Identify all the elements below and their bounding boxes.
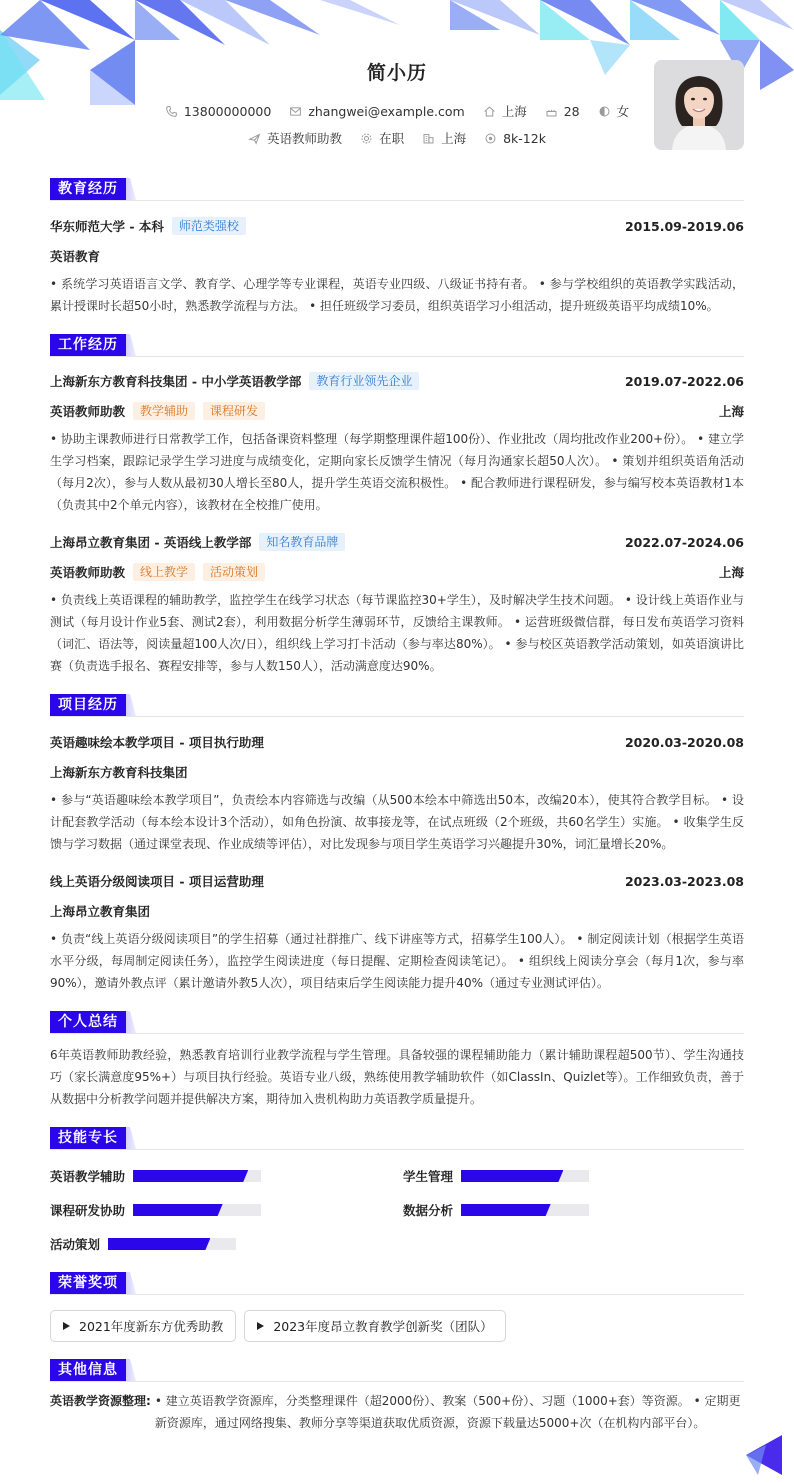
work-city: 上海: [718, 565, 744, 580]
building-icon: [422, 132, 435, 145]
skill-tag: 线上教学: [133, 563, 195, 581]
section-header: [50, 178, 744, 200]
section-title: 个人总结: [50, 1011, 126, 1033]
awards-list: [50, 1310, 744, 1342]
section-title: 教育经历: [50, 178, 126, 200]
target-city-text: 上海: [441, 131, 467, 146]
gender-icon: [598, 105, 611, 118]
school-name: 华东师范大学 - 本科: [50, 219, 164, 234]
education-desc: • 系统学习英语语言文学、教育学、心理学等专业课程，英语专业四级、八级证书持有者。 • 参与学校组织的英语教学实践活动，累计授课时长超50小时，熟悉教学流程与方法。 • 担任班级学习委员，组织英语学习小组活动，提升班级英语平均成绩10%。: [50, 277, 744, 313]
status-text: 在职: [379, 131, 405, 146]
skill-bar-fill: [133, 1170, 248, 1182]
section-header: [50, 1359, 744, 1381]
section-title-tail: [126, 1359, 136, 1381]
section-divider: [50, 716, 744, 717]
age-icon: [545, 105, 558, 118]
target-city-item: [422, 129, 466, 147]
work-position-row: [50, 402, 744, 420]
work-entry-header: [50, 372, 744, 390]
skill-bar-fill: [461, 1170, 563, 1182]
skill-bar: [133, 1204, 261, 1216]
location-text: 上海: [501, 104, 527, 119]
phone-icon: [165, 105, 178, 118]
award-name: 2021年度新东方优秀助教: [79, 1319, 224, 1334]
target-job-text: 英语教师助教: [267, 131, 343, 146]
skill-item: [403, 1200, 744, 1220]
section-title: 其他信息: [50, 1359, 126, 1381]
skill-bar-fill: [461, 1204, 551, 1216]
education-date: 2015.09-2019.06: [624, 218, 744, 234]
skill-bar: [108, 1238, 236, 1250]
triangle-icon: [257, 1322, 264, 1330]
honors-section: [50, 1272, 744, 1342]
skill-item: [50, 1166, 403, 1186]
phone-item: [165, 104, 271, 119]
skill-bar: [461, 1204, 589, 1216]
section-header: [50, 334, 744, 356]
section-divider: [50, 1149, 744, 1150]
triangle-icon: [63, 1322, 70, 1330]
skill-item: [50, 1234, 403, 1254]
profile-photo: [654, 60, 744, 150]
company-name: 上海新东方教育科技集团 - 中小学英语教学部: [50, 374, 302, 389]
resume-header: [0, 0, 794, 170]
skill-name: 数据分析: [403, 1203, 454, 1218]
section-header: [50, 1127, 744, 1149]
skill-item: [50, 1200, 403, 1220]
section-title-tail: [126, 1272, 136, 1294]
work-desc: • 负责线上英语课程的辅助教学，监控学生在线学习状态（每节课监控30+学生），及时解决学生技术问题。 • 设计线上英语作业与测试（每月设计作业5套、测试2套），利用数据分析学生薄弱环节，反馈给主课教师。 • 运营班级微信群，每日发布英语学习资料（词汇、语法等，阅读量超100人次/日），组织线上学习打卡活动（参与率达80%）。 • 参与校区英语教学活动策划，如英语演讲比赛（负责选手报名、赛程安排等，参与人数150人），活动满意度达90%。: [50, 593, 744, 673]
award-item: [244, 1310, 505, 1342]
section-header: [50, 1011, 744, 1033]
summary-section: [50, 1011, 744, 1110]
position-name: 英语教师助教: [50, 565, 126, 580]
skills-section: [50, 1127, 744, 1254]
project-entry-header: [50, 872, 744, 890]
work-city: 上海: [718, 404, 744, 419]
section-header: [50, 1272, 744, 1294]
gear-icon: [360, 132, 373, 145]
skill-bar-fill: [133, 1204, 223, 1216]
other-item: [50, 1390, 744, 1434]
section-title-tail: [126, 178, 136, 200]
project-desc: • 负责“线上英语分级阅读项目”的学生招募（通过社群推广、线下讲座等方式，招募学生100人）。 • 制定阅读计划（根据学生英语水平分级，每周制定阅读任务），监控学生阅读进度（每日提醒、定期检查阅读笔记）。 • 组织线上阅读分享会（每月1次，参与率90%），邀请外教点评（累计邀请外教5人次），项目结束后学生阅读能力提升40%（通过专业测试评估）。: [50, 932, 744, 990]
skill-bar-fill: [108, 1238, 210, 1250]
project-date: 2023.03-2023.08: [624, 873, 744, 889]
skills-grid: [50, 1166, 744, 1254]
section-title-tail: [126, 334, 136, 356]
section-title-tail: [126, 694, 136, 716]
status-item: [360, 129, 404, 147]
summary-text: 6年英语教师助教经验，熟悉教育培训行业教学流程与学生管理。具备较强的课程辅助能力（累计辅助课程超500节）、学生沟通技巧（家长满意度95%+）与项目执行经验。英语专业八级，熟练使用教学辅助软件（如ClassIn、Quizlet等）。工作细致负责，善于从数据中分析教学问题并提供解决方案，期待加入贵机构助力英语教学质量提升。: [50, 1048, 744, 1106]
phone-number: 13800000000: [183, 103, 272, 119]
project-entry-header: [50, 733, 744, 751]
skill-name: 英语教学辅助: [50, 1169, 126, 1184]
salary-item: [484, 131, 546, 146]
corner-decoration: [746, 1435, 782, 1475]
award-item: [50, 1310, 236, 1342]
education-section: [50, 178, 744, 317]
work-date: 2019.07-2022.06: [624, 373, 744, 389]
skill-item: [403, 1166, 744, 1186]
project-name: 线上英语分级阅读项目 - 项目运营助理: [50, 874, 264, 889]
education-entry: [50, 217, 744, 235]
work-position-row: [50, 563, 744, 581]
plane-icon: [248, 132, 261, 145]
target-job-item: [248, 129, 342, 147]
section-divider: [50, 356, 744, 357]
skill-bar: [133, 1170, 261, 1182]
school-tag: 师范类强校: [172, 217, 246, 235]
section-title: 工作经历: [50, 334, 126, 356]
major-name: 英语教育: [50, 249, 101, 264]
coin-icon: [484, 132, 497, 145]
position-name: 英语教师助教: [50, 404, 126, 419]
project-desc: • 参与“英语趣味绘本教学项目”，负责绘本内容筛选与改编（从500本绘本中筛选出50本，改编20本），使其符合教学目标。 • 设计配套教学活动（每本绘本设计3个活动），如角色扮演、故事接龙等，在试点班级（2个班级，共60名学生）实施。 • 收集学生反馈与学习数据（通过课堂表现、作业成绩等评估），对比发现参与项目学生英语学习兴趣提升30%，词汇量增长20%。: [50, 793, 744, 851]
work-section: [50, 334, 744, 677]
section-title: 技能专长: [50, 1127, 126, 1149]
section-title: 项目经历: [50, 694, 126, 716]
location-item: [483, 102, 527, 120]
gender-text: 女: [616, 104, 630, 119]
projects-section: [50, 694, 744, 994]
skill-tag: 教学辅助: [133, 402, 195, 420]
skill-tag: 活动策划: [203, 563, 265, 581]
salary-text: 8k-12k: [503, 130, 546, 146]
section-title-tail: [126, 1011, 136, 1033]
candidate-name: 简小历: [366, 62, 427, 84]
skill-tag: 课程研发: [203, 402, 265, 420]
email-item: [289, 104, 464, 119]
other-key: 英语教学资源整理:: [50, 1394, 151, 1408]
section-header: [50, 694, 744, 716]
other-value: • 建立英语教学资源库，分类整理课件（超2000份）、教案（500+份）、习题（1000+套）等资源。 • 定期更新资源库，通过网络搜集、教师分享等渠道获取优质资源，资源下载量达5000+次（在机构内部平台）。: [154, 1394, 741, 1430]
work-desc: • 协助主课教师进行日常教学工作，包括备课资料整理（每学期整理课件超100份）、作业批改（周均批改作业200+份）。 • 建立学生学习档案，跟踪记录学生学习进度与成绩变化，定期向家长反馈学生情况（每月沟通家长超50人次）。 • 策划并组织英语角活动（每月2次），参与人数从最初30人增长至80人，提升学生英语交流积极性。 • 配合教师进行课程研发，参与编写校本英语教材1本（负责其中2个单元内容），该教材在全校推广使用。: [50, 432, 744, 512]
work-date: 2022.07-2024.06: [624, 534, 744, 550]
gender-item: [598, 102, 630, 120]
project-date: 2020.03-2020.08: [624, 734, 744, 750]
company-name: 上海昂立教育集团 - 英语线上教学部: [50, 535, 252, 550]
section-divider: [50, 1033, 744, 1034]
skill-name: 课程研发协助: [50, 1203, 126, 1218]
section-divider: [50, 1381, 744, 1382]
other-section: [50, 1359, 744, 1434]
company-tag: 知名教育品牌: [259, 533, 345, 551]
email-address: zhangwei@example.com: [308, 103, 465, 119]
section-title-tail: [126, 1127, 136, 1149]
section-divider: [50, 200, 744, 201]
skill-name: 活动策划: [50, 1237, 101, 1252]
home-icon: [483, 105, 496, 118]
work-entry-header: [50, 533, 744, 551]
award-name: 2023年度昂立教育教学创新奖（团队）: [273, 1319, 493, 1334]
section-title: 荣誉奖项: [50, 1272, 126, 1294]
mail-icon: [289, 105, 302, 118]
skill-name: 学生管理: [403, 1169, 454, 1184]
age-item: [545, 104, 580, 119]
age-text: 28: [563, 103, 580, 119]
project-name: 英语趣味绘本教学项目 - 项目执行助理: [50, 735, 264, 750]
project-org: 上海昂立教育集团: [50, 904, 151, 919]
project-org: 上海新东方教育科技集团: [50, 765, 188, 780]
skill-bar: [461, 1170, 589, 1182]
section-divider: [50, 1294, 744, 1295]
company-tag: 教育行业领先企业: [309, 372, 419, 390]
